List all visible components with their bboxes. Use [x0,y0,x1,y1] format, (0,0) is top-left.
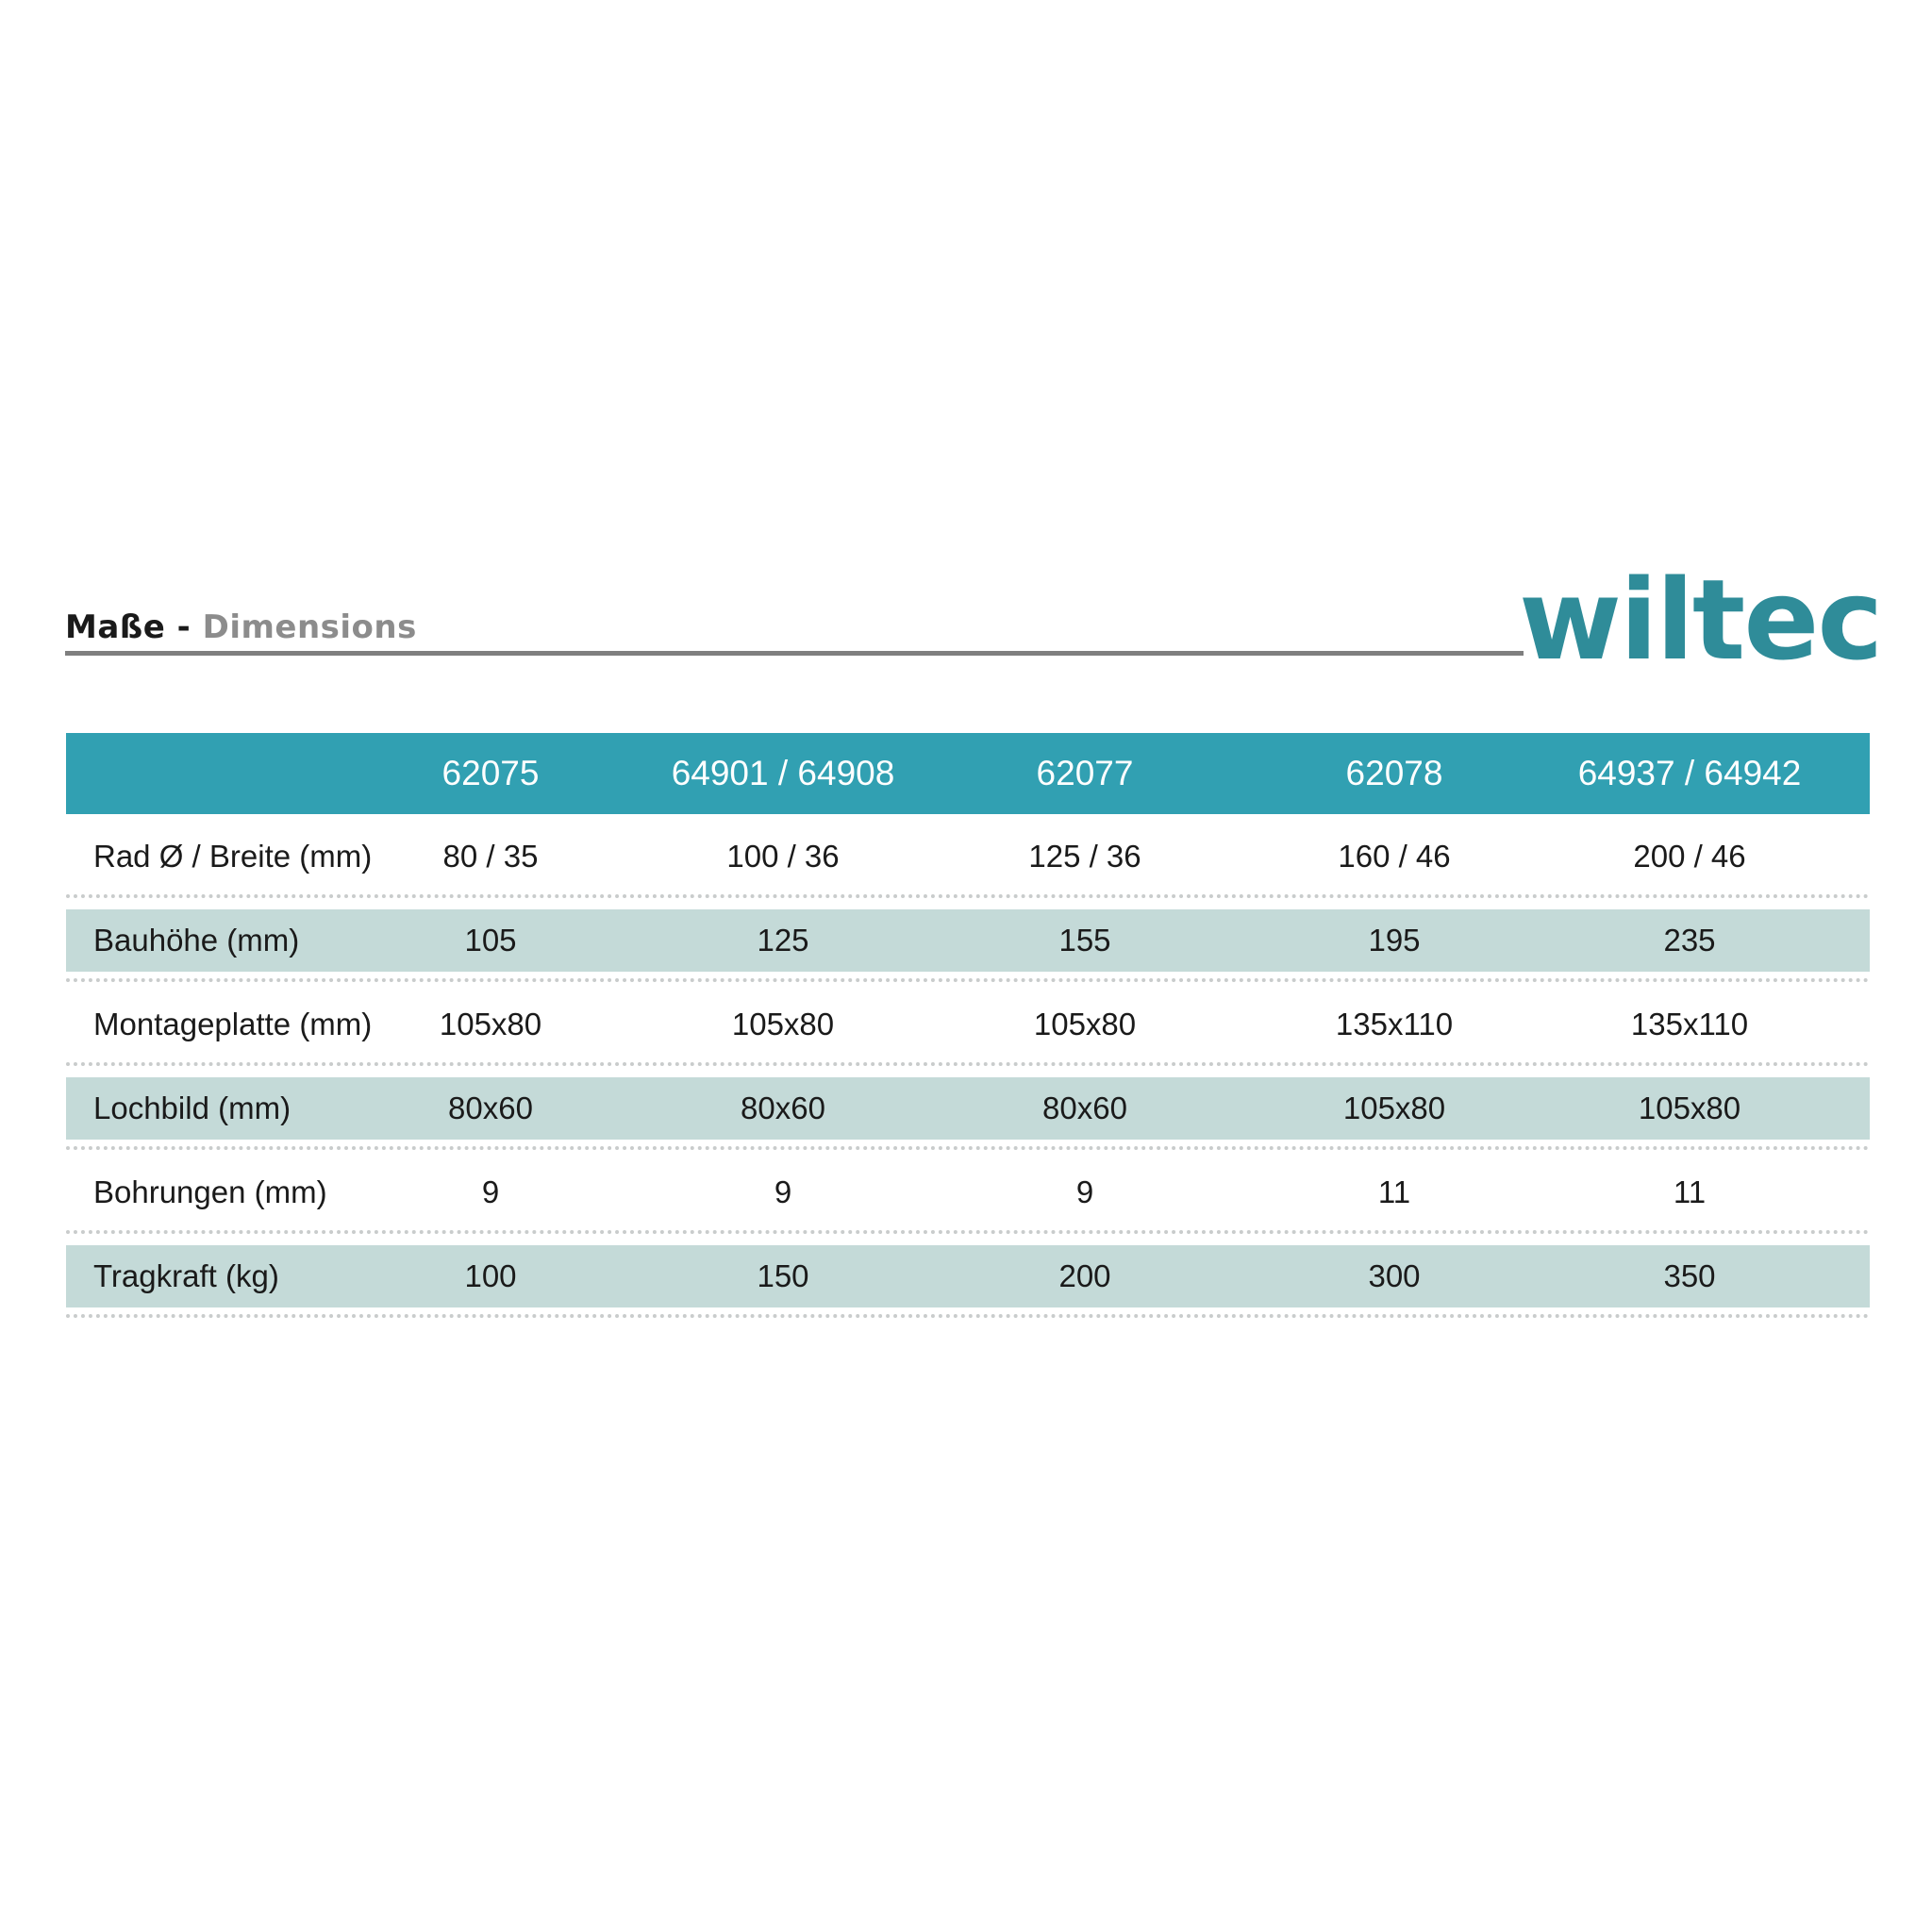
table-cell: 160 / 46 [1338,839,1451,874]
column-header: 64901 / 64908 [671,754,895,792]
table-cell: 235 [1663,923,1716,958]
table-cell: 195 [1368,923,1421,958]
dimensions-table [66,733,1870,1318]
row-label: Tragkraft (kg) [93,1258,279,1293]
table-cell: 150 [757,1258,809,1293]
title-separator: - [165,608,203,646]
table-cell: 105x80 [1033,1007,1137,1041]
title-english: Dimensions [202,608,417,646]
table-cell: 105 [464,923,517,958]
table-cell: 105x80 [439,1007,542,1041]
page-title [65,608,417,646]
table-cell: 200 / 46 [1633,839,1746,874]
row-label: Lochbild (mm) [93,1091,291,1125]
table-cell: 105x80 [731,1007,835,1041]
column-header: 62078 [1345,754,1443,792]
row-label: Montageplatte (mm) [93,1007,373,1041]
table-row [66,1234,1870,1318]
table-cell: 105x80 [1638,1091,1741,1125]
row-label: Rad Ø / Breite (mm) [93,839,373,874]
column-header: 62077 [1036,754,1134,792]
title-german: Maße [65,608,166,646]
table-cell: 80 / 35 [442,839,539,874]
table-cell: 100 [464,1258,517,1293]
table-cell: 135x110 [1335,1007,1454,1041]
table-cell: 125 / 36 [1028,839,1141,874]
table-row [66,898,1870,982]
table-cell: 9 [774,1174,792,1209]
table-cell: 100 / 36 [726,839,840,874]
table-cell: 80x60 [448,1091,533,1125]
row-divider [66,1314,1870,1318]
column-header: 64937 / 64942 [1577,754,1802,792]
table-cell: 200 [1058,1258,1111,1293]
table-cell: 11 [1377,1174,1411,1209]
table-cell: 9 [481,1174,500,1209]
table-cell: 300 [1368,1258,1421,1293]
table-row [66,814,1870,898]
table-cell: 11 [1673,1174,1707,1209]
table-cell: 80x60 [741,1091,825,1125]
table-cell: 105x80 [1342,1091,1446,1125]
table-row [66,1066,1870,1150]
row-label: Bohrungen (mm) [93,1174,327,1209]
table-row [66,1150,1870,1234]
table-header-row [66,733,1870,814]
table-cell: 135x110 [1630,1007,1749,1041]
table-cell: 80x60 [1042,1091,1127,1125]
table-cell: 9 [1075,1174,1094,1209]
table-cell: 155 [1058,923,1111,958]
table-row [66,982,1870,1066]
table-cell: 350 [1663,1258,1716,1293]
brand-logo: wiltec [1519,555,1882,685]
table-cell: 125 [757,923,809,958]
column-header: 62075 [441,754,540,792]
row-label: Bauhöhe (mm) [93,923,300,958]
header-divider [65,651,1524,656]
